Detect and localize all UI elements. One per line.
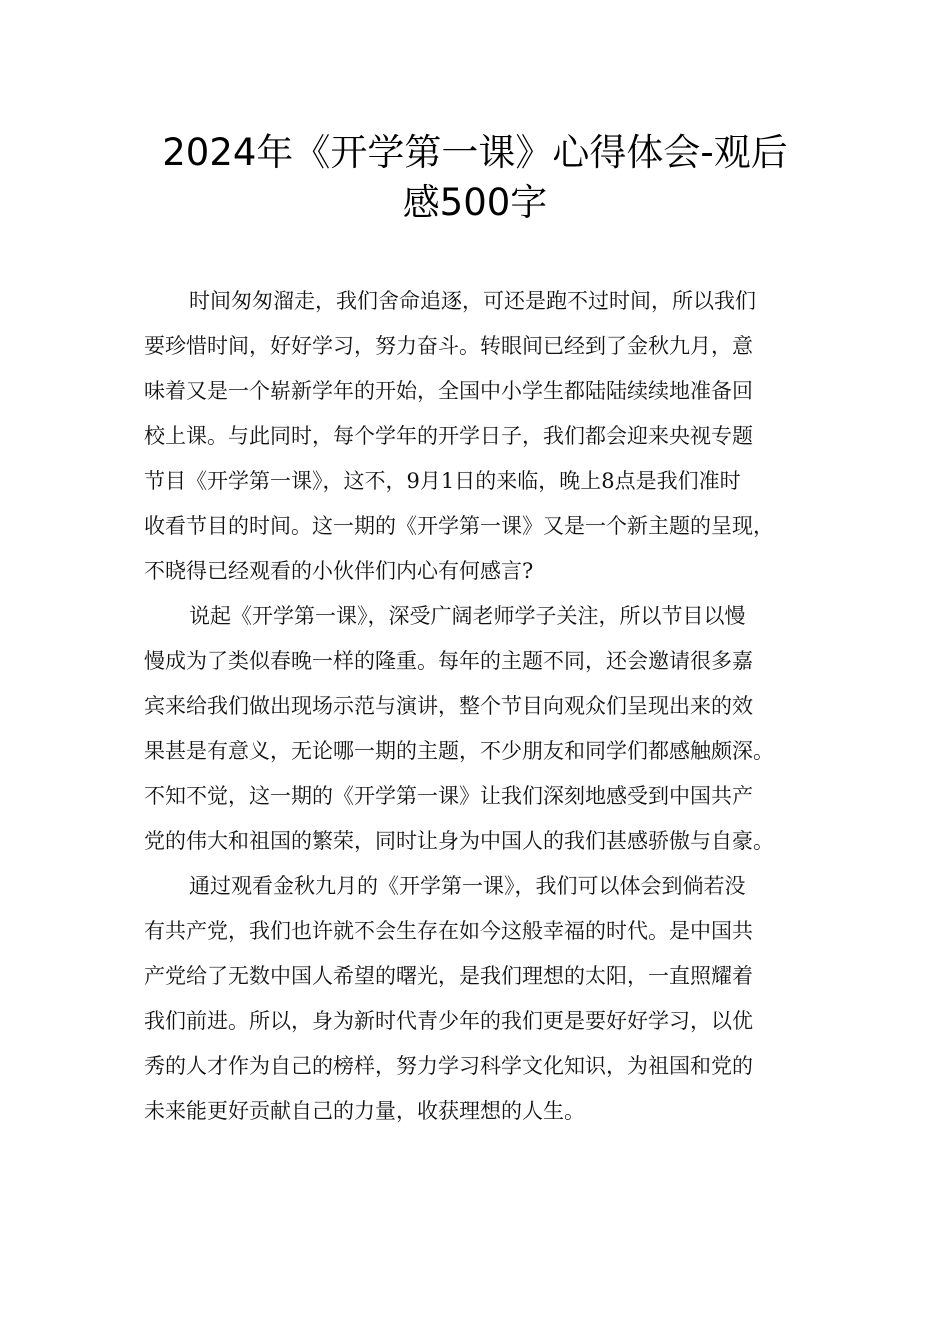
document-body [144, 279, 814, 1134]
paragraph-3-line-3: 产党给了无数中国人希望的曙光，是我们理想的太阳，一直照耀着 [144, 964, 753, 988]
paragraph-1-line-7: 不晓得已经观看的小伙伴们内心有何感言? [144, 559, 534, 583]
paragraph-3-line-1: 通过观看金秋九月的《开学第一课》，我们可以体会到倘若没 [189, 874, 746, 898]
paragraph-2-line-6: 党的伟大和祖国的繁荣，同时让身为中国人的我们甚感骄傲与自豪。 [144, 829, 774, 853]
title-line-1: 2024年《开学第一课》心得体会-观后 [162, 131, 788, 174]
paragraph-1-line-5: 节目《开学第一课》，这不，9月1日的来临，晚上8点是我们准时 [144, 469, 741, 493]
paragraph-2-line-1: 说起《开学第一课》，深受广阔老师学子关注，所以节目以慢 [189, 604, 746, 628]
paragraph-1-line-3: 味着又是一个崭新学年的开始，全国中小学生都陆陆续续地准备回 [144, 379, 753, 403]
paragraph-2-line-4: 果甚是有意义，无论哪一期的主题，不少朋友和同学们都感触颇深。 [144, 739, 774, 763]
paragraph-3-line-6: 未来能更好贡献自己的力量，收获理想的人生。 [144, 1099, 585, 1123]
paragraph-1-line-2: 要珍惜时间，好好学习，努力奋斗。转眼间已经到了金秋九月，意 [144, 334, 753, 358]
paragraph-1-line-6: 收看节目的时间。这一期的《开学第一课》又是一个新主题的呈现， [144, 514, 774, 538]
paragraph-1-line-4: 校上课。与此同时，每个学年的开学日子，我们都会迎来央视专题 [144, 424, 753, 448]
document-title [100, 128, 850, 228]
paragraph-2-line-3: 宾来给我们做出现场示范与演讲，整个节目向观众们呈现出来的效 [144, 694, 753, 718]
paragraph-3-line-5: 秀的人才作为自己的榜样，努力学习科学文化知识，为祖国和党的 [144, 1054, 753, 1078]
paragraph-3-line-4: 我们前进。所以，身为新时代青少年的我们更是要好好学习，以优 [144, 1009, 753, 1033]
paragraph-1-line-1: 时间匆匆溜走，我们舍命追逐，可还是跑不过时间，所以我们 [189, 289, 756, 313]
paragraph-3-line-2: 有共产党，我们也许就不会生存在如今这般幸福的时代。是中国共 [144, 919, 753, 943]
paragraph-2-line-2: 慢成为了类似春晚一样的隆重。每年的主题不同，还会邀请很多嘉 [144, 649, 753, 673]
paragraph-2-line-5: 不知不觉，这一期的《开学第一课》让我们深刻地感受到中国共产 [144, 784, 753, 808]
title-line-2: 感500字 [402, 181, 548, 224]
